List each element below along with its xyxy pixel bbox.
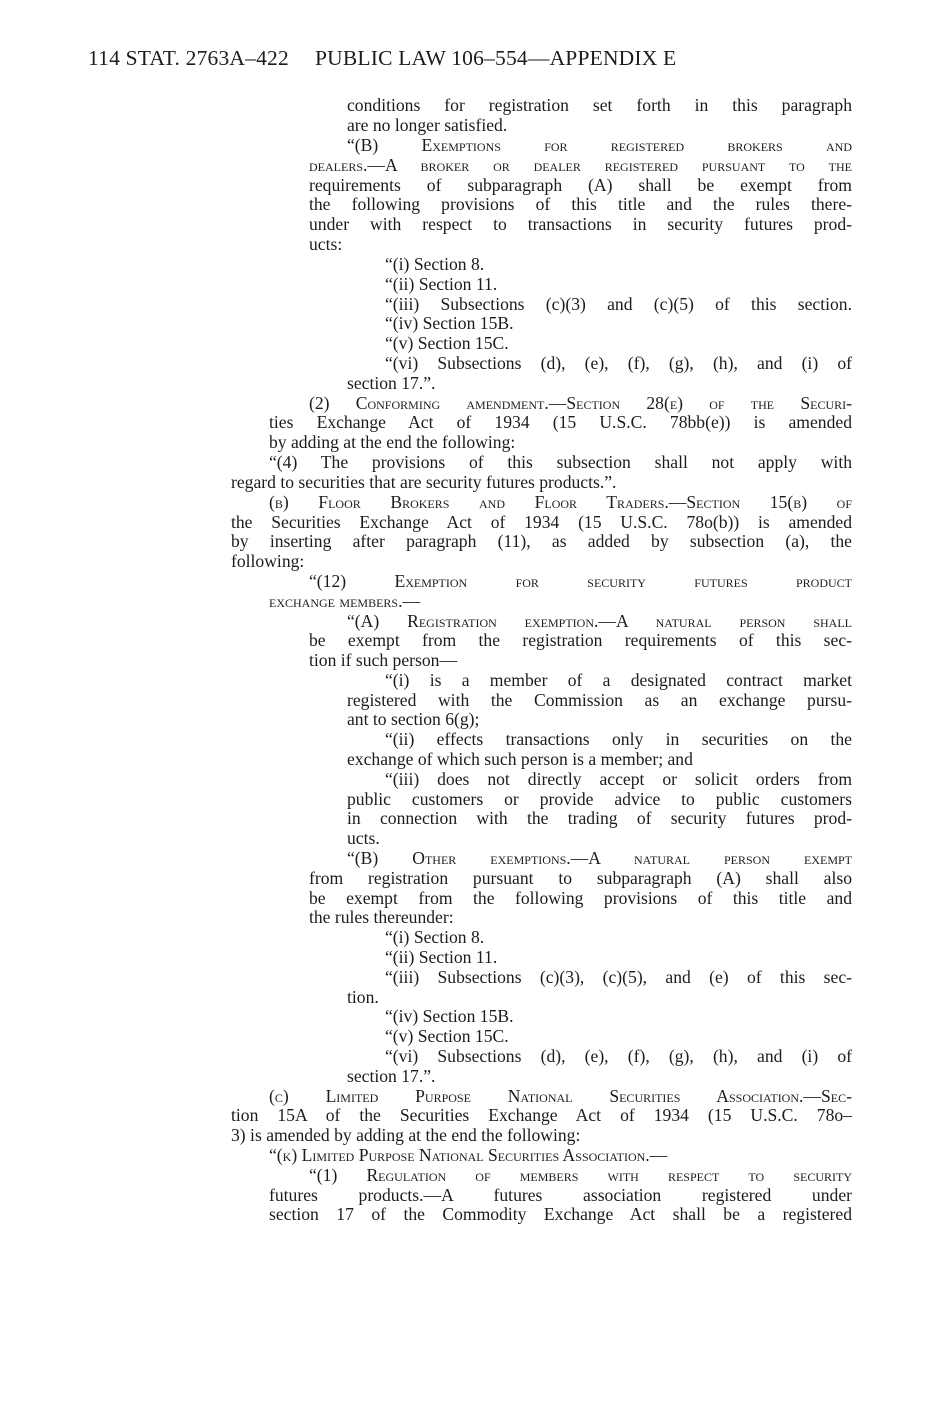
list-item: “(iv) Section 15B.	[385, 313, 514, 333]
text-line: section 17.”.	[347, 1066, 436, 1086]
text-line: exchange of which such person is a member; and	[347, 749, 693, 769]
text-line: tion.	[347, 987, 379, 1007]
subparagraph-heading: “(A) Registration exemption.—A natural person shall	[347, 611, 852, 631]
text-line: are no longer satisfied.	[347, 115, 508, 135]
text-line: under with respect to transactions in security futures prod-	[309, 214, 852, 234]
text-line: conditions for registration set forth in this paragraph	[347, 95, 852, 115]
list-item: “(ii) Section 11.	[385, 947, 498, 967]
text-line: public customers or provide advice to public customers	[347, 789, 852, 809]
paragraph-heading: (2) Conforming amendment.—Section 28(e) of the Securi-	[309, 393, 852, 413]
text-line: the rules thereunder:	[309, 907, 454, 927]
text-line: the following provisions of this title and the rules there-	[309, 194, 852, 214]
subparagraph-heading: “(B) Exemptions for registered brokers and	[347, 135, 852, 155]
list-item: “(i) is a member of a designated contract market	[385, 670, 852, 690]
text-line: from registration pursuant to subparagraph (A) shall also	[309, 868, 852, 888]
text-line: registered with the Commission as an exchange pursu-	[347, 690, 852, 710]
text-line: 3) is amended by adding at the end the following:	[231, 1125, 581, 1145]
list-item: “(v) Section 15C.	[385, 333, 509, 353]
list-item: “(vi) Subsections (d), (e), (f), (g), (h), and (i) of	[385, 353, 852, 373]
list-item: “(ii) effects transactions only in securities on the	[385, 729, 852, 749]
paragraph-heading: “(12) Exemption for security futures product	[309, 571, 852, 591]
list-item: “(vi) Subsections (d), (e), (f), (g), (h), and (i) of	[385, 1046, 852, 1066]
text-line: ant to section 6(g);	[347, 709, 480, 729]
text-line: ucts.	[347, 828, 380, 848]
list-item: “(v) Section 15C.	[385, 1026, 509, 1046]
list-item: “(iv) Section 15B.	[385, 1006, 514, 1026]
subsection-heading: (b) Floor Brokers and Floor Traders.—Section 15(b) of	[269, 492, 852, 512]
text-line: in connection with the trading of security futures prod-	[347, 808, 852, 828]
text-line: section 17 of the Commodity Exchange Act shall be a registered	[269, 1204, 852, 1224]
text-line: tion if such person—	[309, 650, 458, 670]
text-line: by adding at the end the following:	[269, 432, 516, 452]
text-line: tion 15A of the Securities Exchange Act of 1934 (15 U.S.C. 78o–	[231, 1105, 852, 1125]
text-line: futures products.—A futures association registered under	[269, 1185, 852, 1205]
text-line: following:	[231, 551, 305, 571]
list-item: “(iii) does not directly accept or solicit orders from	[385, 769, 852, 789]
text-line: ties Exchange Act of 1934 (15 U.S.C. 78bb(e)) is amended	[269, 412, 852, 432]
text-line: section 17.”.	[347, 373, 436, 393]
list-item: “(i) Section 8.	[385, 254, 485, 274]
list-item: “(ii) Section 11.	[385, 274, 498, 294]
paragraph-heading: “(1) Regulation of members with respect to security	[309, 1165, 852, 1185]
text-line: regard to securities that are security futures products.”.	[231, 472, 617, 492]
text-line: the Securities Exchange Act of 1934 (15 U.S.C. 78o(b)) is amended	[231, 512, 852, 532]
text-line: ucts:	[309, 234, 343, 254]
subsection-heading: (c) Limited Purpose National Securities Association.—Sec-	[269, 1086, 852, 1106]
subparagraph-heading: “(B) Other exemptions.—A natural person exempt	[347, 848, 852, 868]
subsection-heading: “(k) Limited Purpose National Securities Association.—	[269, 1145, 668, 1165]
list-item: “(iii) Subsections (c)(3), (c)(5), and (e) of this sec-	[385, 967, 852, 987]
text-line: be exempt from the following provisions of this title and	[309, 888, 852, 908]
list-item: “(i) Section 8.	[385, 927, 485, 947]
text-line: by inserting after paragraph (11), as added by subsection (a), the	[231, 531, 852, 551]
text-line: requirements of subparagraph (A) shall be exempt from	[309, 175, 852, 195]
list-item: “(iii) Subsections (c)(3) and (c)(5) of this section.	[385, 294, 852, 314]
text-line: be exempt from the registration requirements of this sec-	[309, 630, 852, 650]
text-line: exchange members.—	[269, 591, 421, 611]
text-line: dealers.—A broker or dealer registered pursuant to the	[309, 155, 852, 175]
page-header	[88, 46, 676, 71]
public-law-title: PUBLIC LAW 106–554—APPENDIX E	[314, 46, 677, 70]
text-line: “(4) The provisions of this subsection shall not apply with	[269, 452, 852, 472]
stat-page-reference: 114 STAT. 2763A–422	[88, 46, 289, 70]
